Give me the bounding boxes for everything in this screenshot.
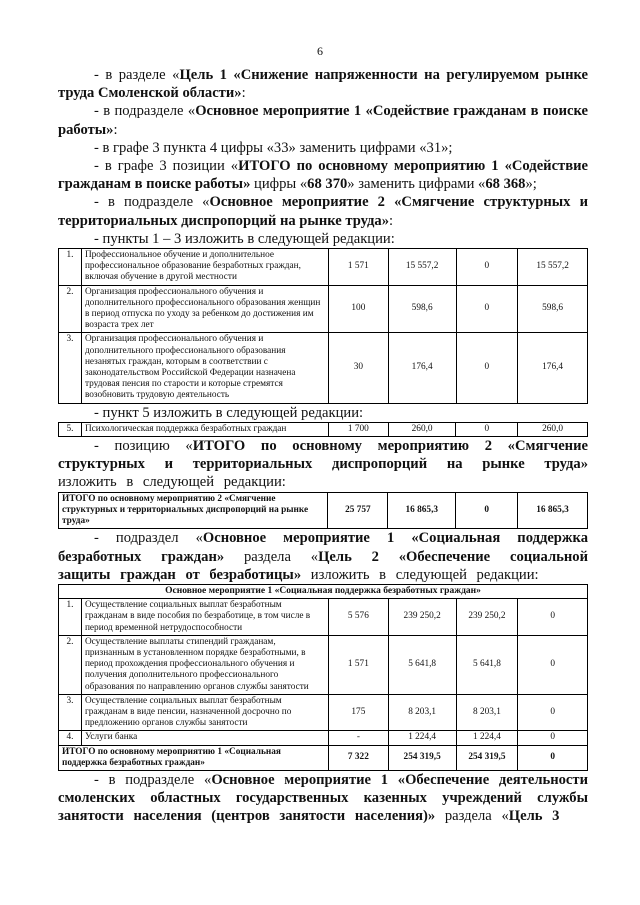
table-title-row: [59, 584, 588, 598]
table-goal2-measure1-rows: [59, 599, 588, 745]
para-items-1-3: - пункты 1 – 3 изложить в следующей редакции:: [94, 230, 395, 247]
row-value: 239 250,2: [456, 599, 518, 636]
row-number: 2.: [59, 285, 82, 333]
para-item5: - пункт 5 изложить в следующей редакции:: [94, 404, 364, 421]
text-run: :: [113, 121, 118, 138]
row-value: 30: [328, 333, 388, 403]
table-row: [59, 492, 588, 529]
text-run: - в подразделе «: [94, 103, 196, 120]
row-value: 8 203,1: [388, 694, 456, 731]
bold-text: ИТОГО по основному мероприятию 1 «Содействие гражданам в поиске работы»: [58, 158, 588, 193]
table-items-1-3: [58, 248, 588, 404]
bold-text: Цель 1 «Снижение напряженности на регулируемом рынке труда Смоленской области»: [58, 67, 588, 102]
row-value: 176,4: [518, 333, 588, 403]
total-value: 0: [518, 745, 588, 770]
row-value: 0: [518, 599, 588, 636]
text-run: » заменить цифрами «: [347, 176, 486, 193]
row-description: Услуги банка: [81, 731, 328, 745]
bold-text: Основное мероприятие 1 «Обеспечение деятельности смоленских областных государственных казенных учреждений службы занятости населения (центров занятости населения)»: [58, 771, 588, 825]
row-value: 598,6: [518, 285, 588, 333]
row-value: 1 571: [328, 249, 388, 286]
text-run: - позицию «: [94, 438, 193, 455]
row-value: 5 576: [329, 599, 389, 636]
bold-text: 68 370: [307, 176, 348, 193]
document-body: [58, 66, 588, 826]
total-value: 254 319,5: [456, 745, 518, 770]
para-column3-total: [58, 157, 588, 193]
row-value: 1 224,4: [388, 731, 456, 745]
page-number: 6: [317, 44, 323, 58]
row-value: 1 571: [329, 635, 389, 694]
total-value: 254 319,5: [388, 745, 456, 770]
table-row: [59, 249, 588, 286]
table-item5: [58, 422, 588, 437]
row-value: 0: [456, 492, 518, 529]
row-value: 5 641,8: [388, 635, 456, 694]
row-description: Организация профессионального обучения и дополнительного профессионального образования незанятых граждан, которым в соответствии с законодательством Российской Федерации назначена трудовая пенсия по старости и которые стремятся возобновить трудовую деятельность: [81, 333, 328, 403]
text-run: - подраздел «: [94, 530, 203, 547]
table-row: [59, 599, 588, 636]
row-value: 0: [518, 731, 588, 745]
bold-text: Основное мероприятие 2 «Смягчение структурных и территориальных диспропорций на рынке труда»: [58, 194, 589, 229]
row-value: 0: [456, 285, 518, 333]
para-subsection-measure1: [58, 102, 588, 138]
para-section-goal1: [58, 66, 588, 102]
row-value: 16 865,3: [518, 492, 588, 529]
total-value: 7 322: [329, 745, 389, 770]
row-description: Осуществление социальных выплат безработным гражданам в виде пособия по безработице, в том числе в период временной нетрудоспособности: [81, 599, 328, 636]
row-description: Психологическая поддержка безработных граждан: [81, 422, 328, 436]
table-row: [59, 333, 588, 403]
row-value: 260,0: [518, 422, 588, 436]
row-value: 8 203,1: [456, 694, 518, 731]
bold-text: ИТОГО по основному мероприятию 2 «Смягчение структурных и территориальных диспропорций на рынке труда»: [58, 438, 588, 473]
text-run: цифры «: [250, 176, 308, 193]
text-run: раздела «: [224, 548, 319, 565]
table-total2-body: [59, 492, 588, 529]
row-value: 0: [456, 333, 518, 403]
table-row: [59, 422, 588, 436]
row-value: 239 250,2: [388, 599, 456, 636]
row-number: 3.: [59, 694, 82, 731]
row-value: 100: [328, 285, 388, 333]
text-run: изложить в следующей редакции:: [58, 474, 286, 491]
table-goal2-measure1-total: [59, 745, 588, 770]
table-row: [59, 731, 588, 745]
row-value: 175: [329, 694, 389, 731]
text-run: раздела «: [435, 808, 509, 825]
row-number: 3.: [59, 333, 82, 403]
row-number: 1.: [59, 599, 82, 636]
table-total-row: [59, 745, 588, 770]
row-number: 5.: [59, 422, 82, 436]
text-run: »;: [525, 176, 537, 193]
row-value: 1 700: [328, 422, 388, 436]
total-label: ИТОГО по основному мероприятию 1 «Социальная поддержка безработных граждан»: [59, 745, 329, 770]
row-value: 1 224,4: [456, 731, 518, 745]
row-value: 16 865,3: [388, 492, 456, 529]
table-goal2-measure1: [58, 584, 588, 771]
row-value: 15 557,2: [388, 249, 456, 286]
table-total2: [58, 492, 588, 530]
table-items-1-3-body: [59, 249, 588, 404]
bold-text: 68 368: [485, 176, 526, 193]
row-value: 15 557,2: [518, 249, 588, 286]
row-number: 4.: [59, 731, 82, 745]
bold-text: Основное мероприятие 1 «Социальная поддержка безработных граждан»: [58, 530, 588, 565]
para-last: [58, 771, 588, 826]
para-column3-item4: [58, 139, 588, 157]
row-description: Организация профессионального обучения и дополнительного профессионального образования женщин в период отпуска по уходу за ребенком до достижения им возраста трех лет: [81, 285, 328, 333]
text-run: - в разделе «: [94, 67, 180, 83]
para-subsection-goal2: [58, 529, 588, 584]
row-value: 0: [456, 422, 518, 436]
row-description: Профессиональное обучение и дополнительное профессиональное образование безработных граждан, включая обучение в другой местности: [81, 249, 328, 286]
table-row: [59, 285, 588, 333]
row-value: 0: [518, 635, 588, 694]
table-title: Основное мероприятие 1 «Социальная поддержка безработных граждан»: [59, 584, 588, 598]
text-run: :: [389, 212, 394, 229]
row-number: 2.: [59, 635, 82, 694]
row-value: 0: [456, 249, 518, 286]
bold-text: Основное мероприятие 1 «Содействие гражданам в поиске работы»: [58, 103, 588, 138]
row-description: ИТОГО по основному мероприятию 2 «Смягчение структурных и территориальных диспропорций на рынке труда»: [59, 492, 328, 529]
row-value: -: [329, 731, 389, 745]
para-position-total2: [58, 437, 588, 492]
bold-text: Цель 3: [508, 808, 560, 825]
text-run: :: [241, 85, 246, 102]
row-value: 5 641,8: [456, 635, 518, 694]
row-value: 0: [518, 694, 588, 731]
text-run: - в подразделе «: [94, 194, 210, 211]
table-item5-body: [59, 422, 588, 436]
row-value: 598,6: [388, 285, 456, 333]
text-run: - в графе 3 позиции «: [94, 158, 239, 175]
text-run: - в графе 3 пункта 4 цифры «33» заменить цифрами «31»;: [94, 139, 453, 156]
row-value: 176,4: [388, 333, 456, 403]
row-value: 25 757: [328, 492, 388, 529]
row-description: Осуществление социальных выплат безработным гражданам в виде пенсии, назначенной досрочно по предложению органов службы занятости: [81, 694, 328, 731]
row-value: 260,0: [388, 422, 456, 436]
row-number: 1.: [59, 249, 82, 286]
text-run: изложить в следующей редакции:: [301, 566, 539, 583]
text-run: - в подразделе «: [94, 771, 212, 788]
para-subsection-measure2: [58, 193, 588, 229]
row-description: Осуществление выплаты стипендий гражданам, признанным в установленном порядке безработными, в период прохождения профессионального обучения и получения дополнительного профессионального образования по направлению органов службы занятости: [81, 635, 328, 694]
table-row: [59, 635, 588, 694]
table-goal2-measure1-body: [59, 584, 588, 598]
table-row: [59, 694, 588, 731]
bold-text: Цель 2 «Обеспечение социальной защиты граждан от безработицы»: [58, 548, 588, 583]
